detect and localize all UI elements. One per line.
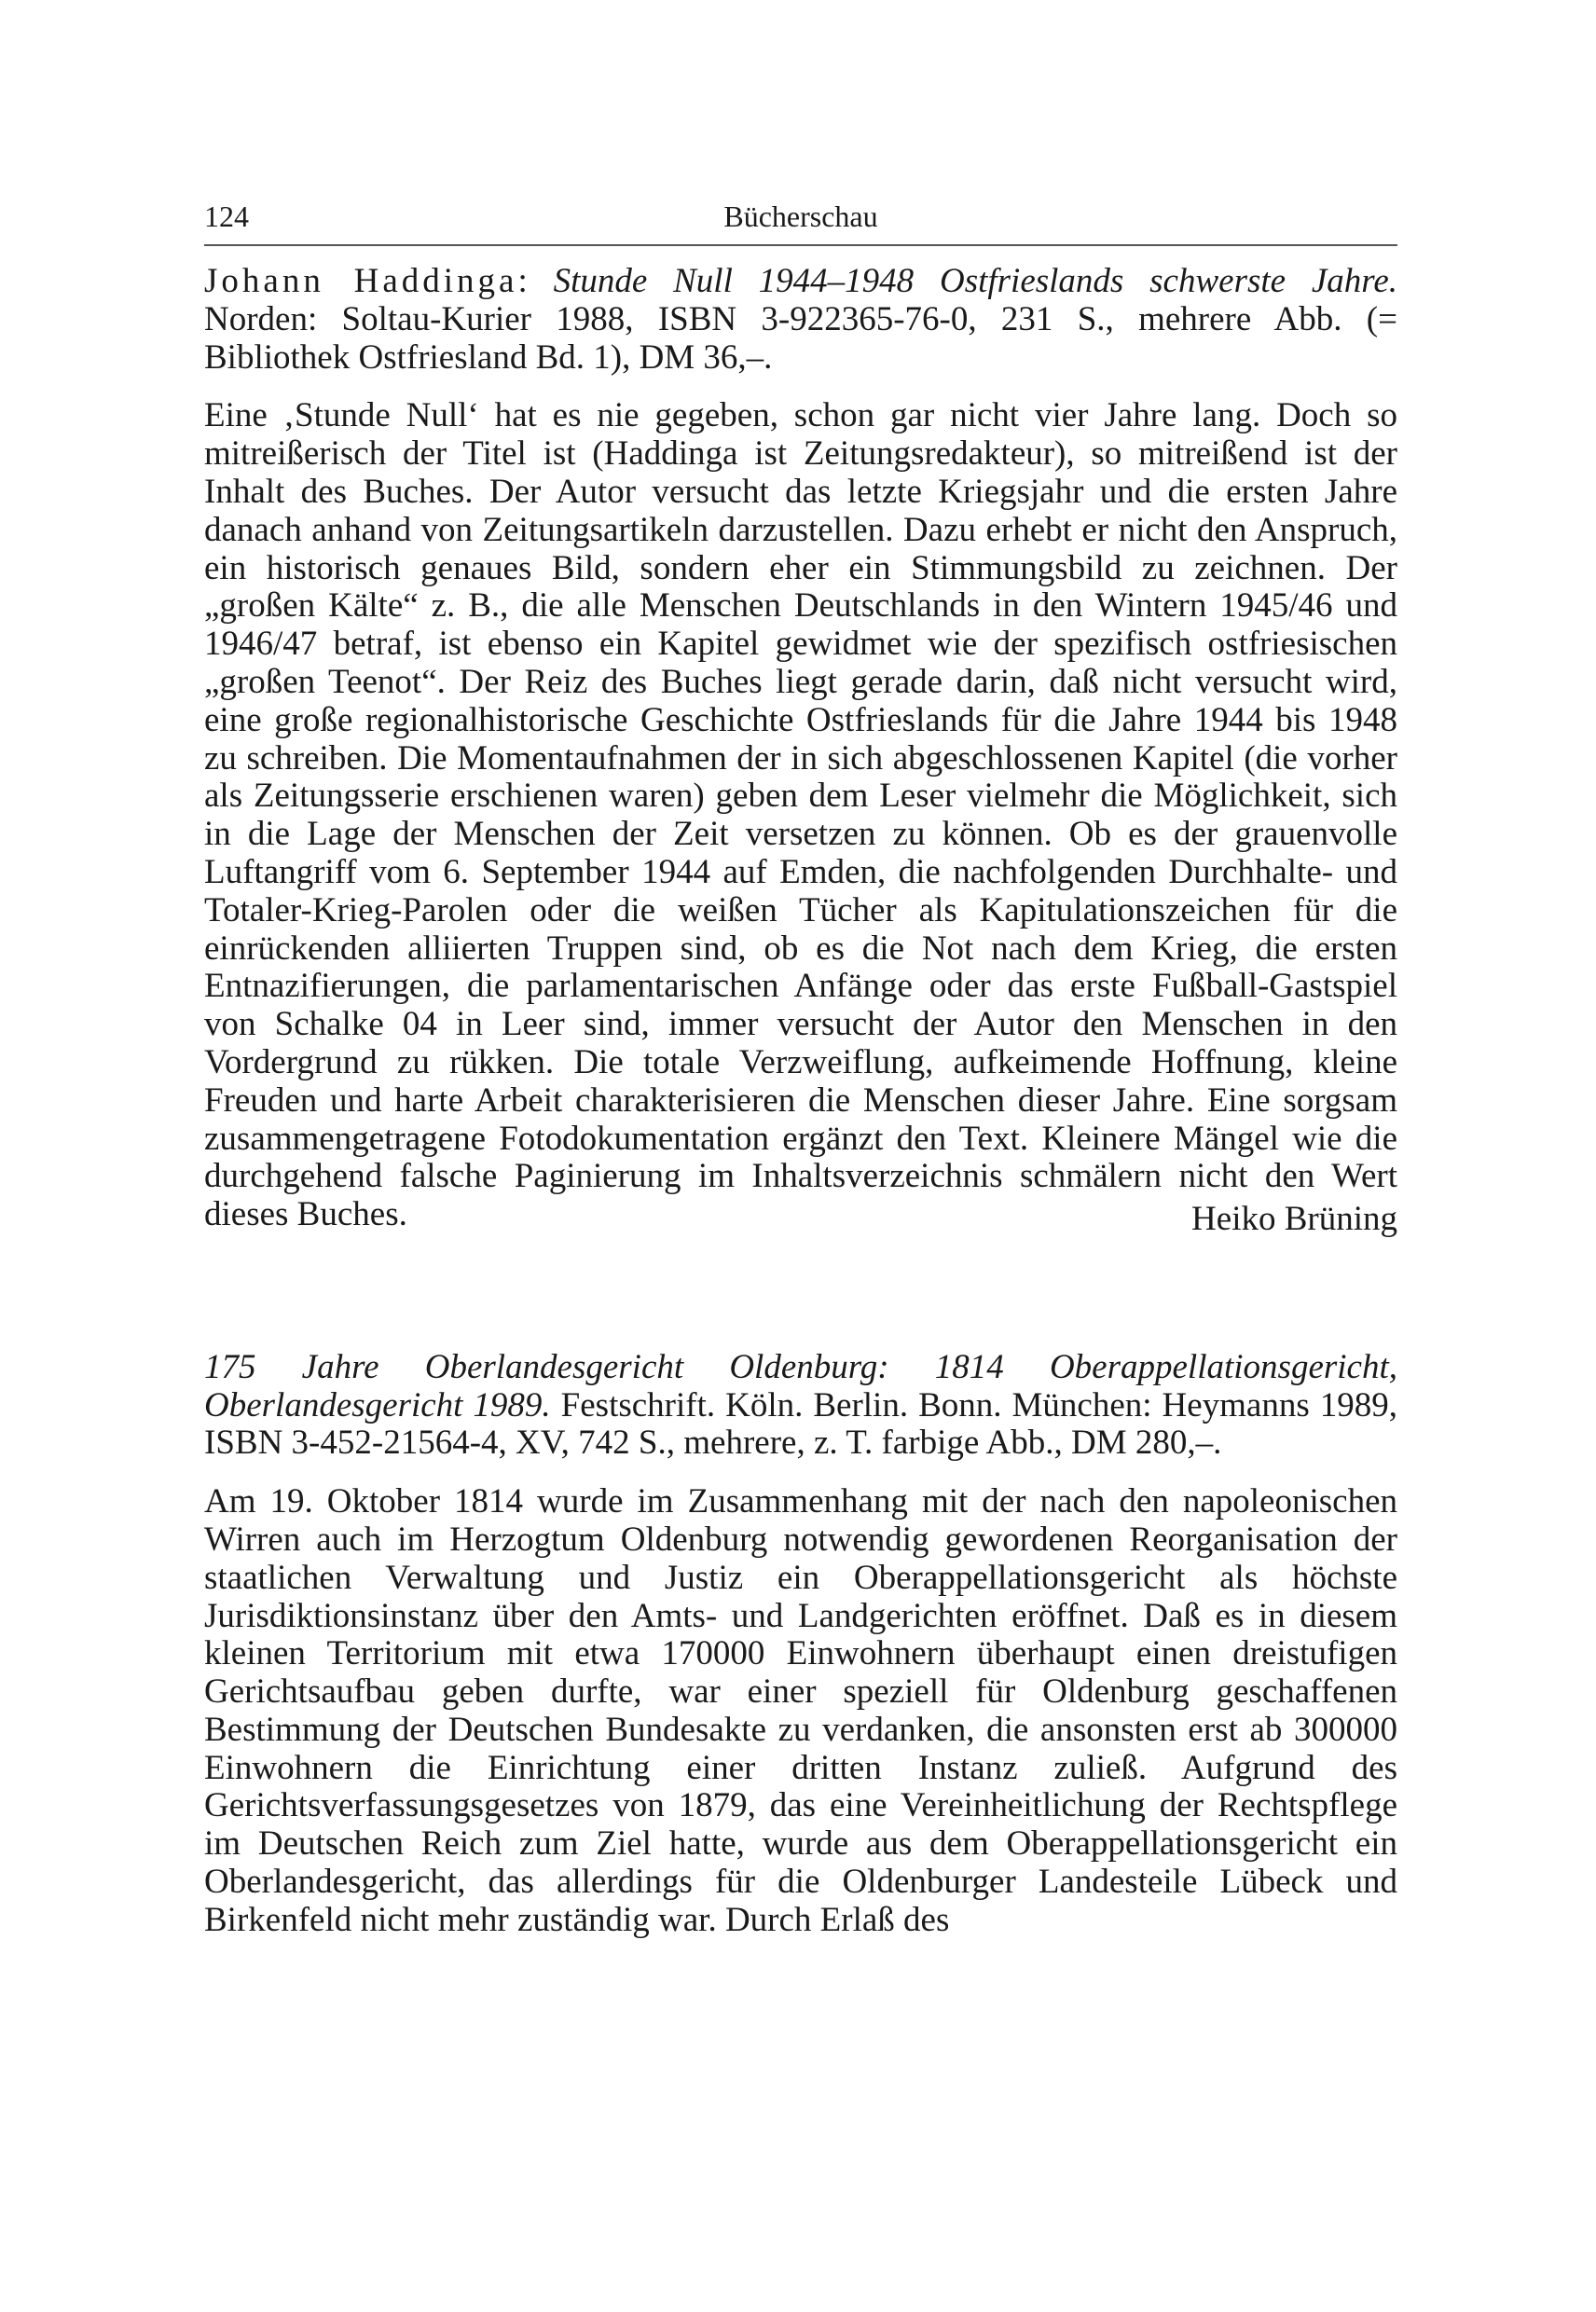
review-body: Am 19. Oktober 1814 wurde im Zusammenhang mit der nach den napoleonischen Wirren auch im Herzogtum Oldenburg notwendig gewordenen Reorganisation der staatlichen Verwaltung und Justiz ein Oberappellationsgericht als höchste Jurisdiktionsinstanz über den Amts- und Landgerichten eröffnet. Daß es in diesem kleinen Territorium mit etwa 170000 Einwohnern überhaupt einen dreistufigen Gerichtsaufbau geben durfte, war einer speziell für Oldenburg geschaffenen Bestimmung der Deutschen Bundesakte zu verdanken, die ansonsten erst ab 300000 Einwohnern die Einrichtung einer dritten Instanz zuließ. Aufgrund des Gerichtsverfassungsgesetzes von 1879, das eine Vereinheitlichung der Rechtspflege im Deutschen Reich zum Ziel hatte, wurde aus dem Oberappellationsgericht ein Oberlandesgericht, das allerdings für die Oldenburger Landesteile Lübeck und Birkenfeld nicht mehr zuständig war. Durch Erlaß des [204, 1482, 1397, 1939]
review-body: Eine ‚Stunde Null‘ hat es nie gegeben, schon gar nicht vier Jahre lang. Doch so mitreißerisch der Titel ist (Haddinga ist Zeitungsredakteur), so mitreißend ist der Inhalt des Buches. Der Autor versucht das letzte Kriegsjahr und die ersten Jahre danach anhand von Zeitungsartikeln darzustellen. Dazu erhebt er nicht den Anspruch, ein historisch genaues Bild, sondern eher ein Stimmungsbild zu zeichnen. Der „großen Kälte“ z. B., die alle Menschen Deutschlands in den Wintern 1945/46 und 1946/47 betraf, ist ebenso ein Kapitel gewidmet wie der spezifisch ostfriesischen „großen Teenot“. Der Reiz des Buches liegt gerade darin, daß nicht versucht wird, eine große regionalhistorische Geschichte Ostfrieslands für die Jahre 1944 bis 1948 zu schreiben. Die Momentaufnahmen der in sich abgeschlossenen Kapitel (die vorher als Zeitungsserie erschienen waren) geben dem Leser vielmehr die Möglichkeit, sich in die Lage der Menschen der Zeit versetzen zu können. Ob es der grauenvolle Luftangriff vom 6. September 1944 auf Emden, die nachfolgenden Durchhalte- und Totaler-Krieg-Parolen oder die weißen Tücher als Kapitulationszeichen für die einrückenden alliierten Truppen sind, ob es die Not nach dem Krieg, die ersten Entnazifierungen, die parlamentarischen Anfänge oder das erste Fußball-Gastspiel von Schalke 04 in Leer sind, immer versucht der Autor den Menschen in den Vordergrund zu rükken. Die totale Verzweiflung, aufkeimende Hoffnung, kleine Freuden und harte Arbeit charakterisieren die Menschen dieser Jahre. Eine sorgsam zusammengetragene Fotodokumentation ergänzt den Text. Kleinere Mängel wie die durchgehend falsche Paginierung im Inhaltsverzeichnis schmälern nicht den Wert dieses Buches. [204, 396, 1397, 1234]
citation-title: 175 Jahre Oberlandesgericht Oldenburg: 1814 Oberappellationsgericht, Oberlandesgericht 1989. [204, 1347, 1397, 1424]
citation-title: Stunde Null 1944–1948 Ostfrieslands schwerste Jahre. [553, 262, 1398, 300]
citation-author-separator: : [517, 262, 554, 300]
citation [204, 263, 1397, 377]
running-head: Bücherschau [723, 200, 878, 233]
review-haddinga [204, 263, 1397, 1239]
reviewer-signature: Heiko Brüning [1191, 1199, 1397, 1238]
page-number: 124 [204, 200, 249, 233]
citation-imprint: Norden: Soltau-Kurier 1988, ISBN 3-922365-76-0, 231 S., mehrere Abb. (= Bibliothek Ostfriesland Bd. 1), DM 36,–. [204, 299, 1397, 377]
citation-author: Johann Haddinga [204, 262, 518, 300]
review-oberlandesgericht [204, 1349, 1397, 1940]
page-header [204, 194, 1397, 239]
text-column [204, 263, 1397, 1940]
citation-imprint: Festschrift. Köln. Berlin. Bonn. München: Heymanns 1989, ISBN 3-452-21564-4, XV, 742 S., mehrere, z. T. farbige Abb., DM 280,–. [204, 1385, 1397, 1463]
citation [204, 1349, 1397, 1463]
section-gap [204, 1239, 1397, 1349]
header-rule [204, 244, 1397, 246]
